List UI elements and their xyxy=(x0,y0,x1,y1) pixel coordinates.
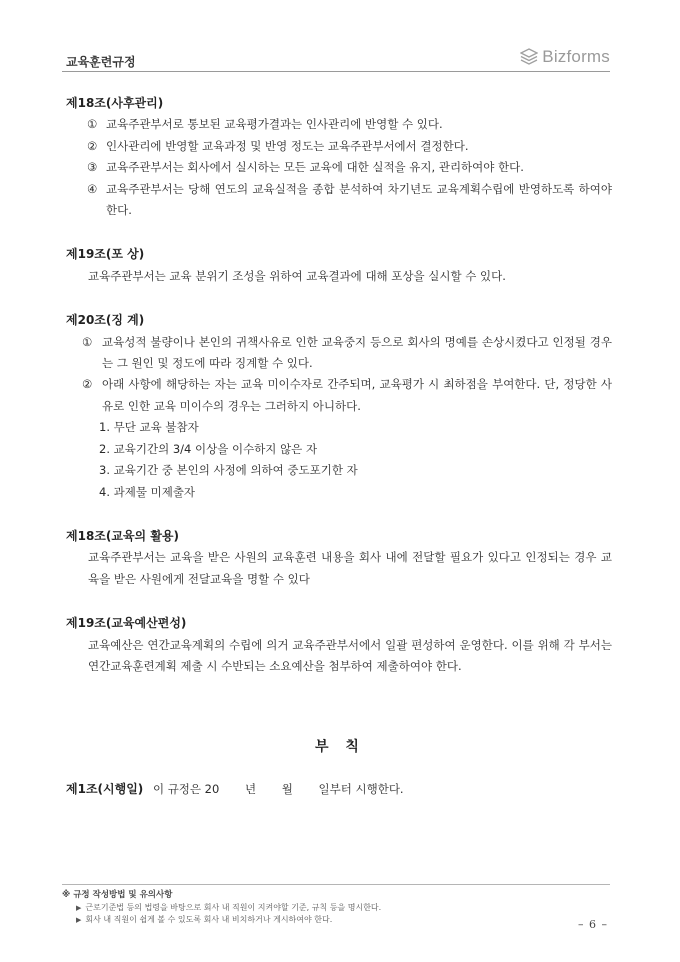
item-number: ② xyxy=(82,377,93,392)
triangle-bullet-icon: ▶ xyxy=(76,916,82,924)
article-heading: 제18조(교육의 활용) xyxy=(66,528,179,543)
document-body xyxy=(66,93,612,700)
article-text-part: 이 규정은 20 xyxy=(152,782,220,796)
list-item xyxy=(66,114,612,135)
item-number: ② xyxy=(87,138,98,153)
sub-list-item: 2. 교육기간의 3/4 이상을 이수하지 않은 자 xyxy=(99,441,318,456)
article-text: 교육예산은 연간교육계획의 수립에 의거 교육주관부서에서 일괄 편성하여 운영한다. 이를 위해 각 부서는 연간교육훈련계획 제출 시 수반되는 소요예산을 첨부하여 제출하여야 한다. xyxy=(88,637,612,673)
sub-list-item: 3. 교육기간 중 본인의 사정에 의하여 중도포기한 자 xyxy=(99,463,358,478)
article-aftercare xyxy=(66,93,612,221)
footnote-item xyxy=(62,914,610,926)
list-item xyxy=(66,157,612,178)
item-number: ① xyxy=(82,334,93,349)
appendix-title: 부 칙 xyxy=(315,739,365,755)
item-text: 교육주관부서로 통보된 교육평가결과는 인사관리에 반영할 수 있다. xyxy=(106,117,443,132)
article-effective-date xyxy=(66,779,404,800)
item-text: 교육주관부서는 회사에서 실시하는 모든 교육에 대한 실적을 유지, 관리하여야 한다. xyxy=(106,160,524,175)
page-number: – 6 – xyxy=(578,918,608,931)
list-item xyxy=(66,332,612,375)
article-heading: 제20조(징 계) xyxy=(66,313,145,328)
article-heading: 제19조(교육예산편성) xyxy=(66,616,187,631)
brand-name: Bizforms xyxy=(542,47,610,66)
footnote-text: 근로기준법 등의 법령을 바탕으로 회사 내 직원이 지켜야할 기준, 규칙 등을 명시한다. xyxy=(85,903,382,912)
article-reward xyxy=(66,244,612,287)
item-text: 교육성적 불량이나 본인의 귀책사유로 인한 교육중지 등으로 회사의 명예를 손상시켰다고 인정될 경우는 그 원인 및 정도에 따라 징계할 수 있다. xyxy=(102,334,612,371)
sub-list-item: 1. 무단 교육 불참자 xyxy=(99,420,199,435)
page-header xyxy=(62,44,610,72)
brand-logo xyxy=(520,46,610,68)
article-text: 교육주관부서는 교육을 받은 사원의 교육훈련 내용을 회사 내에 전달할 필요가 있다고 인정되는 경우 교육을 받은 사원에게 전달교육을 명할 수 있다 xyxy=(88,550,612,586)
article-heading: 제19조(포 상) xyxy=(66,247,145,262)
article-budget xyxy=(66,613,612,677)
list-item xyxy=(66,374,612,417)
article-text-part: 년 xyxy=(244,782,257,796)
article-text: 교육주관부서는 교육 분위기 조성을 위하여 교육결과에 대해 포상을 실시할 수 있다. xyxy=(88,268,506,283)
article-education-use xyxy=(66,526,612,590)
footnote-item xyxy=(62,902,610,914)
article-text-part: 월 xyxy=(281,782,293,796)
item-text: 아래 사항에 해당하는 자는 교육 미이수자로 간주되며, 교육평가 시 최하점을 부여한다. 단, 정당한 사유로 인한 교육 미이수의 경우는 그러하지 아니하다. xyxy=(102,377,612,413)
item-number: ③ xyxy=(87,160,98,175)
footnote-text: 회사 내 직원이 쉽게 볼 수 있도록 회사 내 비치하거나 게시하여야 한다. xyxy=(85,915,333,924)
item-number: ④ xyxy=(87,181,98,196)
item-text: 교육주관부서는 당해 연도의 교육실적을 종합 분석하여 차기년도 교육계획수립에 반영하도록 하여야 한다. xyxy=(106,181,612,218)
page-footer xyxy=(62,884,610,931)
document-title: 교육훈련규정 xyxy=(66,55,136,69)
list-item xyxy=(66,179,612,222)
article-text-part: 일부터 시행한다. xyxy=(318,782,404,796)
footnote-title: ※ 규정 작성방법 및 유의사항 xyxy=(62,890,173,900)
triangle-bullet-icon: ▶ xyxy=(76,904,82,912)
article-heading: 제1조(시행일) xyxy=(66,782,144,796)
item-text: 인사관리에 반영할 교육과정 및 반영 정도는 교육주관부서에서 결정한다. xyxy=(106,138,469,153)
list-item xyxy=(66,136,612,157)
sub-list-item: 4. 과제물 미제출자 xyxy=(99,484,196,499)
layers-icon xyxy=(520,48,538,66)
article-heading: 제18조(사후관리) xyxy=(66,96,164,110)
article-discipline xyxy=(66,310,612,503)
item-number: ① xyxy=(87,117,98,132)
